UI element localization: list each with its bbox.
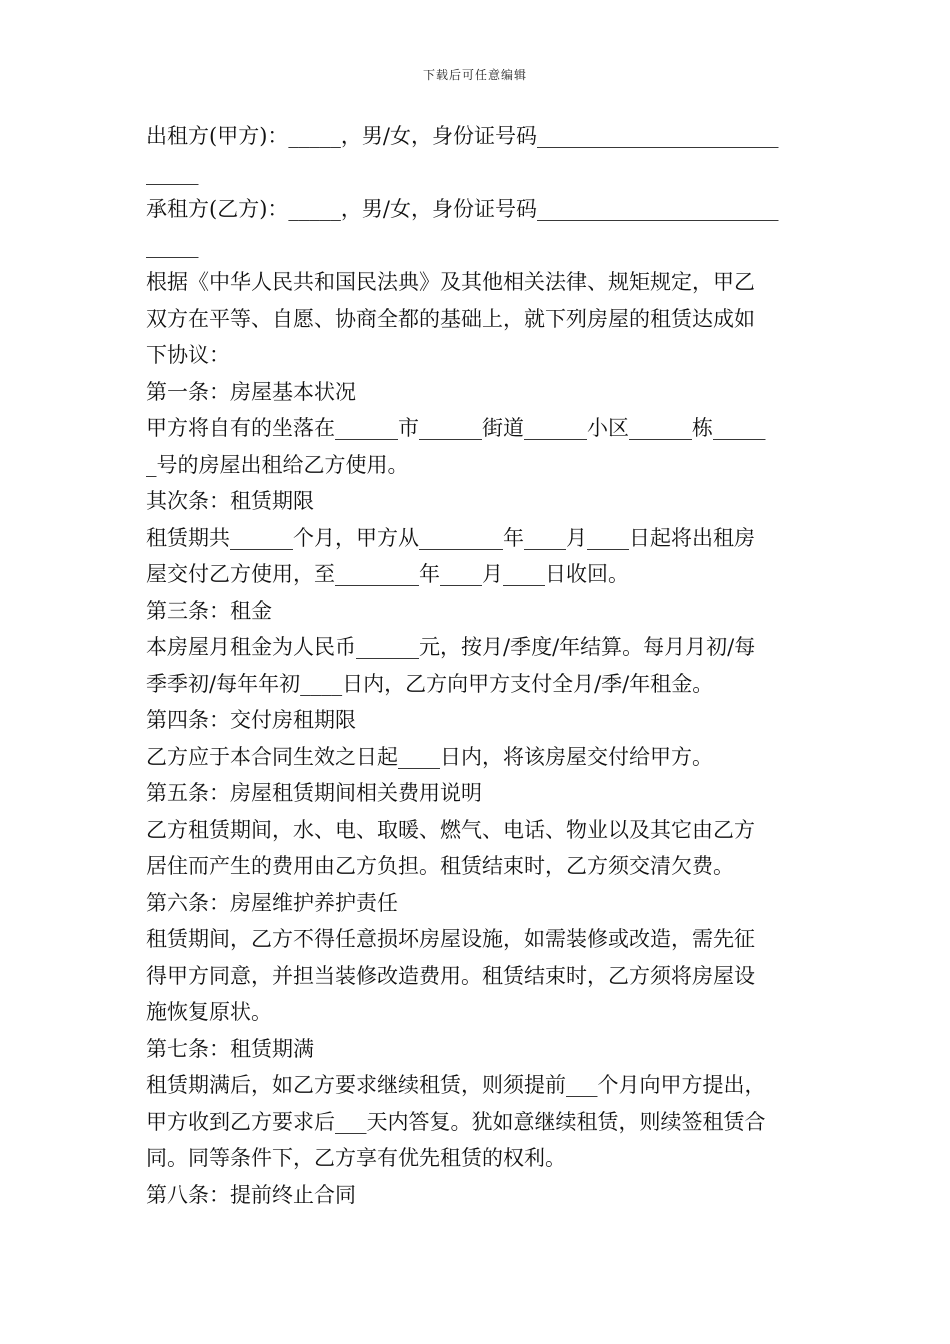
text-line: 得甲方同意，并担当装修改造费用。租赁结束时，乙方须将房屋设 — [146, 963, 755, 988]
text-line: 屋交付乙方使用，至________年____月____日收回。 — [146, 562, 629, 586]
text-line: _____ — [146, 160, 199, 185]
text-line: 租赁期共______个月，甲方从________年____月____日起将出租房 — [146, 525, 755, 550]
section-heading: 第三条：租金 — [146, 598, 272, 623]
text-line: 双方在平等、自愿、协商全都的基础上，就下列房屋的租赁达成如 — [146, 306, 755, 331]
contract-body — [146, 118, 808, 1213]
text-line: 乙方租赁期间，水、电、取暖、燃气、电话、物业以及其它由乙方 — [146, 817, 755, 842]
section-heading: 第五条：房屋租赁期间相关费用说明 — [146, 781, 482, 805]
text-line: 同。同等条件下，乙方享有优先租赁的权利。 — [146, 1146, 566, 1170]
text-line: _____ — [146, 233, 199, 258]
section-heading: 第七条：租赁期满 — [146, 1036, 314, 1061]
section-heading: 第六条：房屋维护养护责任 — [146, 890, 398, 915]
text-line: 下协议： — [146, 343, 230, 367]
section-heading: 第八条：提前终止合同 — [146, 1182, 356, 1207]
text-line: 甲方收到乙方要求后___天内答复。犹如意继续租赁，则续签租赁合 — [146, 1109, 766, 1134]
section-heading: 第一条：房屋基本状况 — [146, 379, 356, 404]
section-heading: 其次条：租赁期限 — [146, 489, 314, 513]
text-line: 租赁期间，乙方不得任意损坏房屋设施，如需装修或改造，需先征 — [146, 927, 755, 951]
page-header: 下载后可任意编辑 — [422, 68, 527, 82]
text-line: 根据《中华人民共和国民法典》及其他相关法律、规矩规定，甲乙 — [146, 270, 755, 294]
text-line: 租赁期满后，如乙方要求继续租赁，则须提前___个月向甲方提出， — [146, 1073, 766, 1097]
text-line: 乙方应于本合同生效之日起____日内，将该房屋交付给甲方。 — [146, 744, 713, 769]
text-line: 本房屋月租金为人民币______元，按月/季度/年结算。每月月初/每 — [146, 635, 756, 659]
text-line: 甲方将自有的坐落在______市______街道______小区______栋_____ — [146, 416, 766, 440]
text-line: 施恢复原状。 — [146, 1000, 272, 1024]
section-heading: 第四条：交付房租期限 — [146, 708, 356, 732]
text-line: 承租方(乙方)：_____，男/女，身份证号码_______________________ — [146, 197, 779, 221]
text-line: 出租方(甲方)：_____，男/女，身份证号码_______________________ — [146, 124, 779, 148]
text-line: 季季初/每年年初____日内，乙方向甲方支付全月/季/年租金。 — [146, 671, 714, 696]
text-line: _号的房屋出租给乙方使用。 — [146, 452, 409, 477]
text-line: 居住而产生的费用由乙方负担。租赁结束时，乙方须交清欠费。 — [146, 854, 734, 878]
